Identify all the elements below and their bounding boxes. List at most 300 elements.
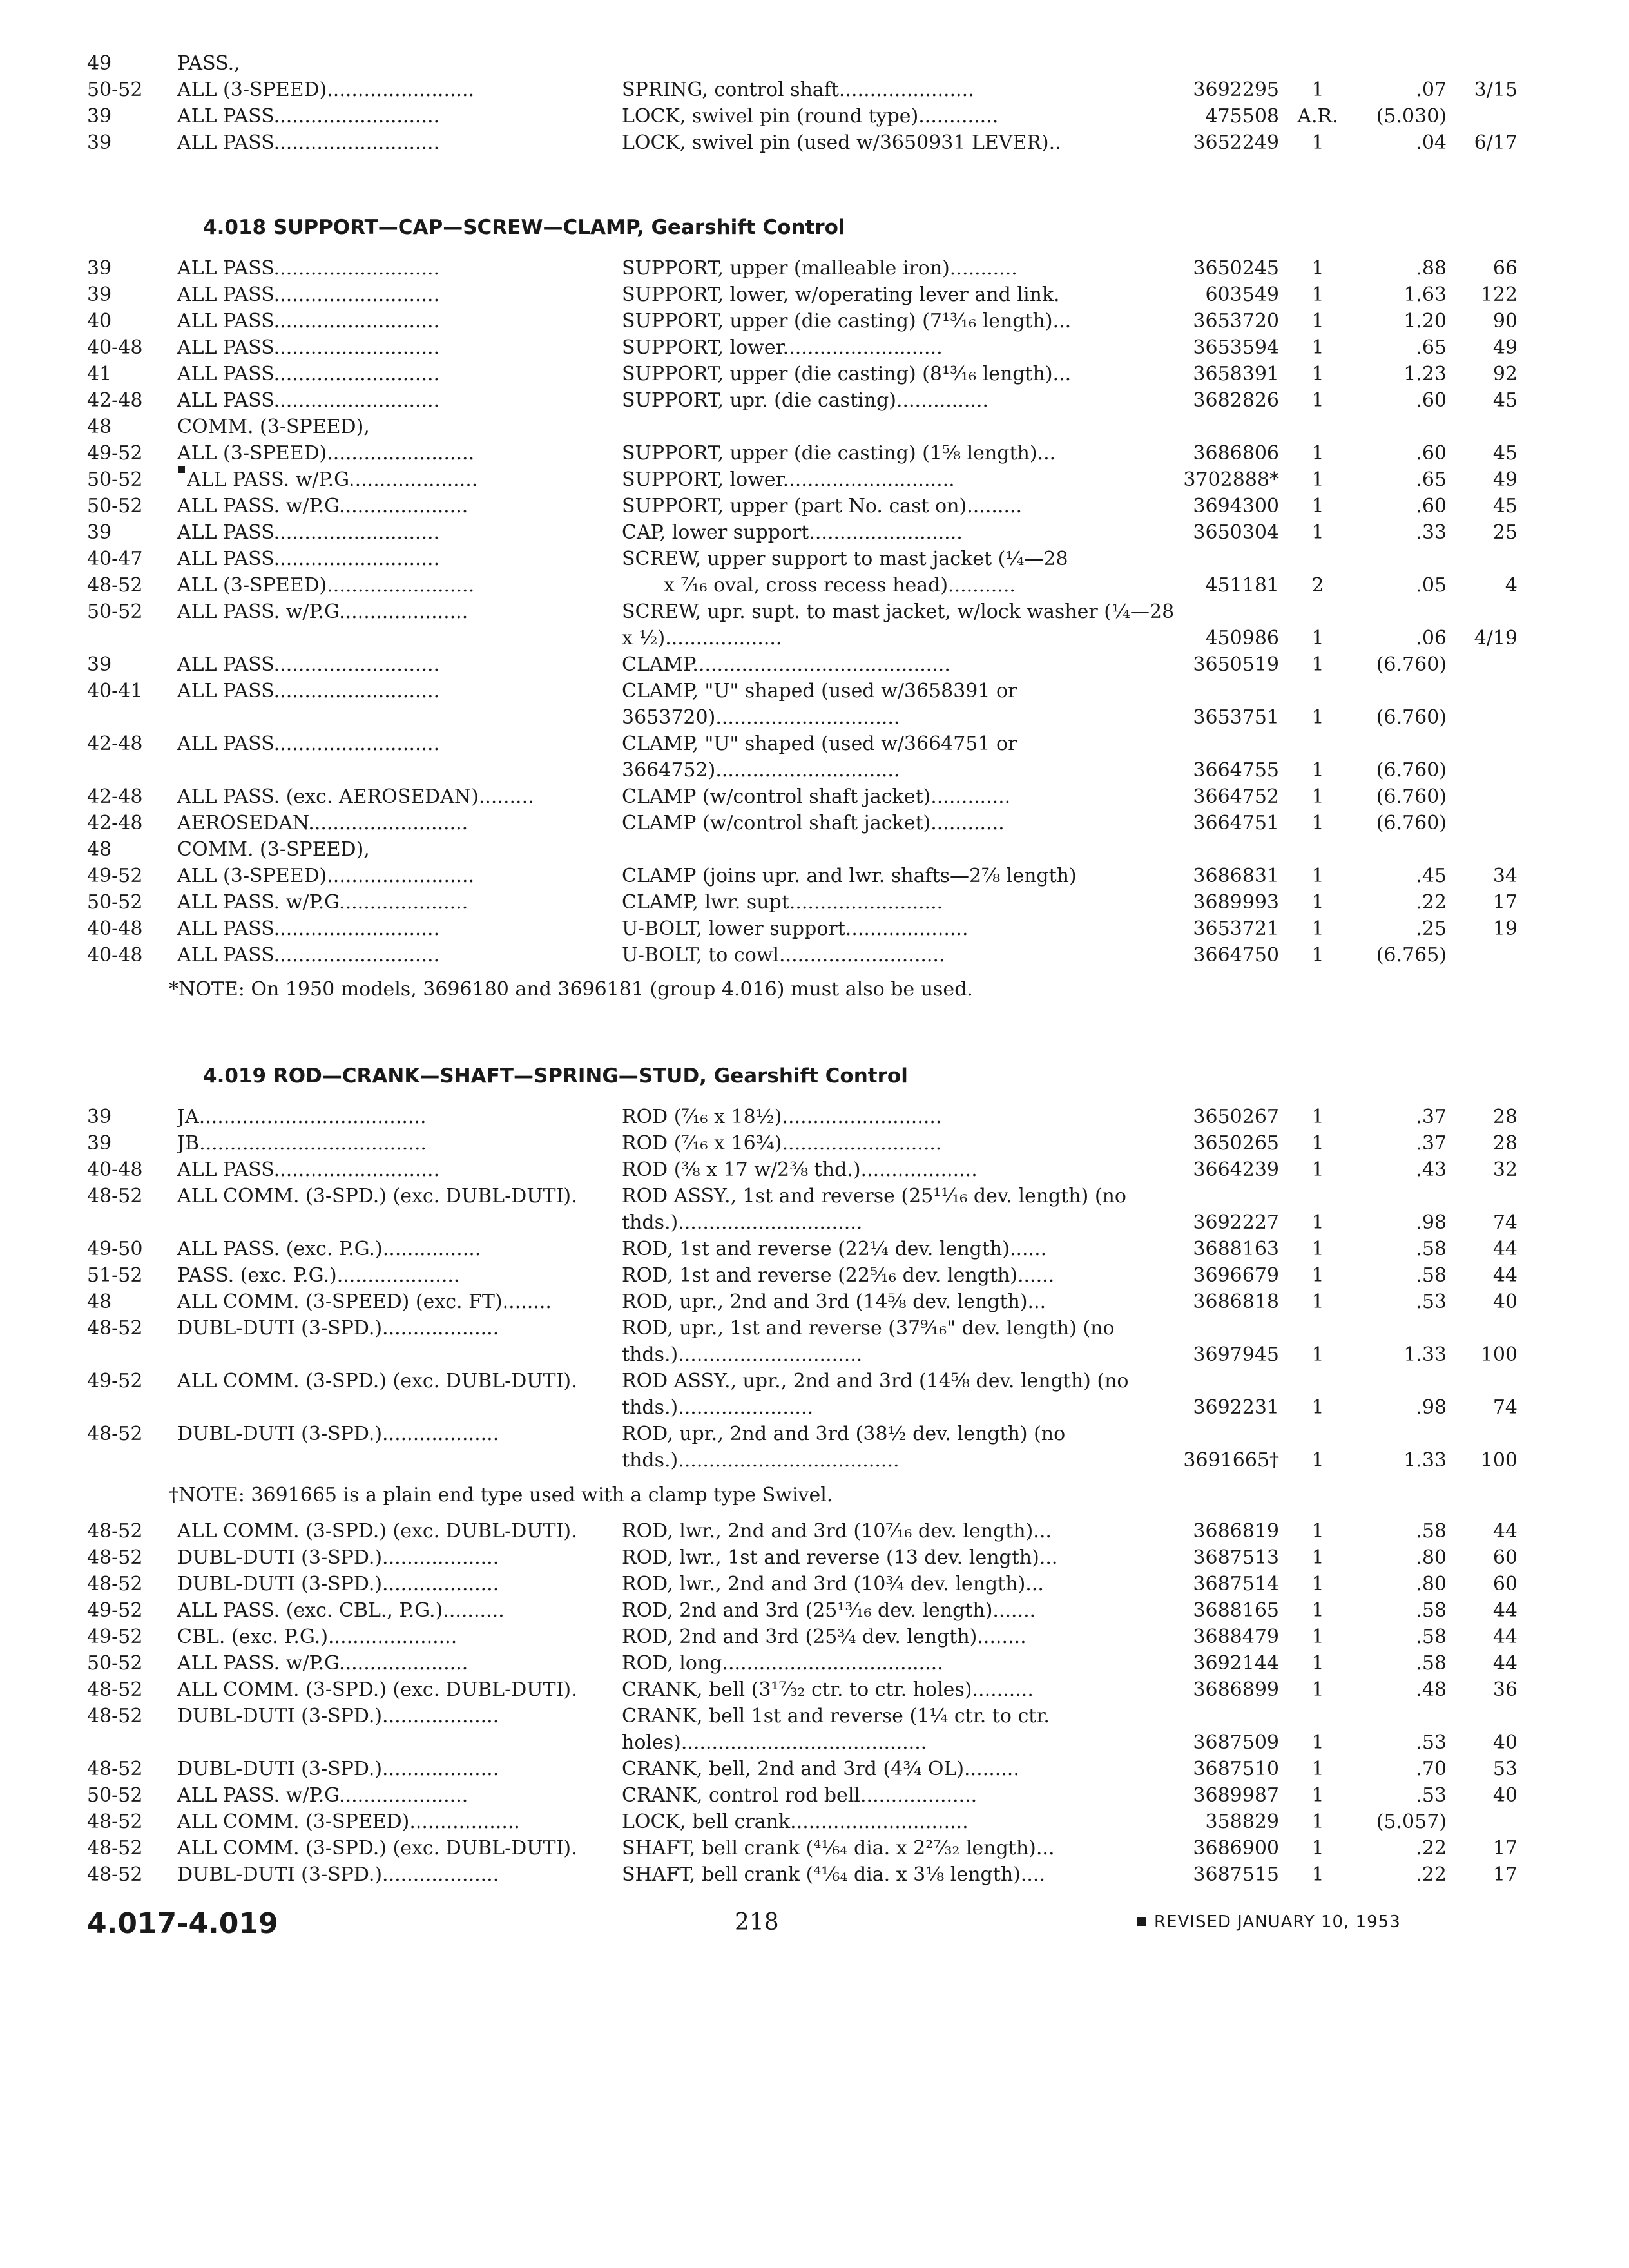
- quantity-cell: 1: [1311, 389, 1324, 412]
- price-cell: .58: [1416, 1264, 1447, 1287]
- model-cell: ALL PASS. (exc. CBL., P.G.)..........: [177, 1599, 505, 1622]
- table-row: [87, 1571, 1518, 1597]
- model-cell: ALL (3-SPEED)........................: [177, 865, 475, 887]
- quantity-cell: 1: [1311, 442, 1324, 465]
- model-cell: ALL COMM. (3-SPEED)..................: [177, 1811, 520, 1833]
- quantity-cell: 1: [1311, 1520, 1324, 1542]
- table-row: [87, 1624, 1518, 1650]
- price-cell: (5.057): [1376, 1811, 1447, 1833]
- list-price-cell: 40: [1492, 1784, 1518, 1807]
- model-cell: ALL (3-SPEED)........................: [177, 442, 475, 465]
- part-number-cell: 3696679: [1193, 1264, 1279, 1287]
- description-cell: CLAMP (w/control shaft jacket)............: [622, 812, 1005, 834]
- quantity-cell: 1: [1311, 944, 1324, 966]
- table-row: [87, 1835, 1518, 1861]
- year-cell: 39: [87, 284, 112, 306]
- description-cell: SUPPORT, upper (part No. cast on).........: [622, 495, 1023, 517]
- part-number-cell: 3664750: [1193, 944, 1279, 966]
- quantity-cell: 1: [1311, 79, 1324, 101]
- list-price-cell: 44: [1492, 1626, 1518, 1648]
- model-cell: ALL PASS...........................: [177, 521, 440, 544]
- description-cell: SUPPORT, upr. (die casting)...............: [622, 389, 988, 412]
- year-cell: 48-52: [87, 1423, 143, 1445]
- year-cell: 40-41: [87, 680, 143, 702]
- year-cell: 48: [87, 838, 112, 861]
- model-cell: AEROSEDAN..........................: [177, 812, 468, 834]
- description-cell: ROD ASSY., upr., 2nd and 3rd (14⅝ dev. length) (no thds.)......................: [622, 1370, 1129, 1419]
- part-number-cell: 3687515: [1193, 1863, 1279, 1886]
- price-cell: .06: [1416, 627, 1447, 649]
- table-row: [87, 308, 1518, 334]
- model-cell: DUBL-DUTI (3-SPD.)...................: [177, 1573, 499, 1595]
- model-cell: ALL PASS. w/P.G.....................: [177, 1784, 468, 1807]
- part-number-cell: 3702888*: [1183, 468, 1279, 491]
- price-cell: 1.20: [1403, 310, 1447, 332]
- model-cell: ALL COMM. (3-SPD.) (exc. DUBL-DUTI).: [177, 1678, 577, 1701]
- quantity-cell: 1: [1311, 918, 1324, 940]
- description-cell: ROD, 1st and reverse (22⁵⁄₁₆ dev. length)......: [622, 1264, 1055, 1287]
- price-cell: .48: [1416, 1678, 1447, 1701]
- price-cell: 1.33: [1403, 1343, 1447, 1366]
- part-number-cell: 3697945: [1193, 1343, 1279, 1366]
- year-cell: 39: [87, 653, 112, 676]
- list-price-cell: 17: [1492, 1863, 1518, 1886]
- quantity-cell: 2: [1311, 574, 1324, 597]
- quantity-cell: 1: [1311, 653, 1324, 676]
- part-number-cell: 3687513: [1193, 1546, 1279, 1569]
- table-row: [87, 1597, 1518, 1624]
- quantity-cell: 1: [1311, 257, 1324, 280]
- table-row: [87, 651, 1447, 678]
- quantity-cell: A.R.: [1297, 105, 1338, 128]
- model-cell: ALL PASS. w/P.G.....................: [177, 891, 468, 914]
- list-price-cell: 17: [1492, 1837, 1518, 1860]
- year-cell: 49: [87, 52, 112, 75]
- table-row: [87, 1809, 1447, 1835]
- list-price-cell: 66: [1492, 257, 1518, 280]
- year-cell: 51-52: [87, 1264, 143, 1287]
- quantity-cell: 1: [1311, 495, 1324, 517]
- part-number-cell: 3682826: [1193, 389, 1279, 412]
- model-cell: DUBL-DUTI (3-SPD.)...................: [177, 1317, 499, 1340]
- section-heading-4-018: 4.018 SUPPORT—CAP—SCREW—CLAMP, Gearshift Control: [203, 216, 845, 239]
- year-cell: 39: [87, 1132, 112, 1155]
- model-cell: ALL (3-SPEED)........................: [177, 79, 475, 101]
- quantity-cell: 1: [1311, 1811, 1324, 1833]
- price-cell: .07: [1416, 79, 1447, 101]
- table-row: [87, 1130, 1518, 1157]
- price-cell: .60: [1416, 389, 1447, 412]
- part-number-cell: 3692144: [1193, 1652, 1279, 1675]
- quantity-cell: 1: [1311, 706, 1324, 729]
- description-cell: x ⁷⁄₁₆ oval, cross recess head)...........: [664, 574, 1016, 597]
- quantity-cell: 1: [1311, 284, 1324, 306]
- price-cell: (6.765): [1376, 944, 1447, 966]
- description-cell: ROD (⅜ x 17 w/2⅜ thd.)...................: [622, 1158, 978, 1181]
- parts-list-4-017-continued: [87, 50, 1518, 156]
- model-cell: ALL PASS...........................: [177, 1158, 440, 1181]
- model-cell: PASS. (exc. P.G.)....................: [177, 1264, 460, 1287]
- table-row: [87, 255, 1518, 282]
- quantity-cell: 1: [1311, 1343, 1324, 1366]
- description-cell: ROD, lwr., 2nd and 3rd (10⁷⁄₁₆ dev. length)...: [622, 1520, 1052, 1542]
- price-cell: .60: [1416, 495, 1447, 517]
- quantity-cell: 1: [1311, 1106, 1324, 1128]
- model-cell: ALL PASS...........................: [177, 336, 440, 359]
- price-cell: (6.760): [1376, 653, 1447, 676]
- table-row: [87, 863, 1518, 889]
- model-cell: PASS.,: [177, 52, 240, 75]
- footnote-4-019: †NOTE: 3691665 is a plain end type used with a clamp type Swivel.: [169, 1484, 833, 1506]
- table-row: [87, 783, 1447, 810]
- model-cell: ALL COMM. (3-SPD.) (exc. DUBL-DUTI).: [177, 1837, 577, 1860]
- year-cell: 48-52: [87, 1546, 143, 1569]
- year-cell: 48-52: [87, 1837, 143, 1860]
- description-cell: CLAMP, lwr. supt.........................: [622, 891, 943, 914]
- table-row: [87, 334, 1518, 361]
- part-number-cell: 603549: [1205, 284, 1279, 306]
- table-row: [87, 1782, 1518, 1809]
- list-price-cell: 49: [1492, 336, 1518, 359]
- year-cell: 40-48: [87, 1158, 143, 1181]
- description-cell: LOCK, bell crank.............................: [622, 1811, 969, 1833]
- model-cell: ALL PASS...........................: [177, 680, 440, 702]
- quantity-cell: 1: [1311, 1652, 1324, 1675]
- revision-note: [1137, 1912, 1401, 1932]
- quantity-cell: 1: [1311, 1546, 1324, 1569]
- price-cell: .33: [1416, 521, 1447, 544]
- list-price-cell: 19: [1492, 918, 1518, 940]
- model-cell: ALL PASS...........................: [177, 284, 440, 306]
- table-row: [87, 77, 1518, 103]
- description-cell: ROD, 2nd and 3rd (25¹³⁄₁₆ dev. length).......: [622, 1599, 1036, 1622]
- list-price-cell: 74: [1492, 1211, 1518, 1234]
- quantity-cell: 1: [1311, 1678, 1324, 1701]
- description-cell: SUPPORT, lower, w/operating lever and link.: [622, 284, 1060, 306]
- model-cell: ALL PASS...........................: [177, 944, 440, 966]
- model-cell: ALL COMM. (3-SPEED) (exc. FT)........: [177, 1291, 552, 1313]
- part-number-cell: 3653721: [1193, 918, 1279, 940]
- quantity-cell: 1: [1311, 1758, 1324, 1780]
- table-row: [87, 1650, 1518, 1677]
- quantity-cell: 1: [1311, 1599, 1324, 1622]
- quantity-cell: 1: [1311, 1573, 1324, 1595]
- description-cell: CRANK, control rod bell...................: [622, 1784, 978, 1807]
- part-number-cell: 3650519: [1193, 653, 1279, 676]
- model-cell: ALL PASS. w/P.G.....................: [177, 495, 468, 517]
- quantity-cell: 1: [1311, 891, 1324, 914]
- list-price-cell: 6/17: [1474, 131, 1518, 154]
- description-cell: U-BOLT, to cowl...........................: [622, 944, 945, 966]
- description-cell: LOCK, swivel pin (round type).............: [622, 105, 999, 128]
- price-cell: (5.030): [1376, 105, 1447, 128]
- model-cell: ALL COMM. (3-SPD.) (exc. DUBL-DUTI).: [177, 1185, 577, 1207]
- list-price-cell: 74: [1492, 1396, 1518, 1419]
- table-row: [87, 889, 1518, 916]
- year-cell: 40-48: [87, 944, 143, 966]
- quantity-cell: 1: [1311, 468, 1324, 491]
- part-number-cell: 3652249: [1193, 131, 1279, 154]
- list-price-cell: 40: [1492, 1731, 1518, 1754]
- year-cell: 49-50: [87, 1238, 143, 1260]
- price-cell: .58: [1416, 1652, 1447, 1675]
- year-cell: 48-52: [87, 1758, 143, 1780]
- description-cell: CLAMP (w/control shaft jacket).............: [622, 785, 1011, 808]
- year-cell: 49-52: [87, 1626, 143, 1648]
- model-cell: ALL (3-SPEED)........................: [177, 574, 475, 597]
- part-number-cell: 3653751: [1193, 706, 1279, 729]
- description-cell: SUPPORT, lower..........................: [622, 336, 943, 359]
- model-cell: ALL PASS...........................: [177, 733, 440, 755]
- list-price-cell: 45: [1492, 442, 1518, 465]
- year-cell: 42-48: [87, 389, 143, 412]
- description-cell: U-BOLT, lower support....................: [622, 918, 969, 940]
- year-cell: 42-48: [87, 785, 143, 808]
- model-cell: ALL PASS...........................: [177, 548, 440, 570]
- description-cell: SUPPORT, upper (die casting) (1⅝ length)...: [622, 442, 1056, 465]
- table-row: [87, 572, 1518, 599]
- list-price-cell: 44: [1492, 1652, 1518, 1675]
- year-cell: 39: [87, 131, 112, 154]
- model-cell: DUBL-DUTI (3-SPD.)...................: [177, 1705, 499, 1727]
- quantity-cell: 1: [1311, 759, 1324, 782]
- list-price-cell: 3/15: [1474, 79, 1518, 101]
- list-price-cell: 45: [1492, 495, 1518, 517]
- footnote-4-018: *NOTE: On 1950 models, 3696180 and 3696181 (group 4.016) must also be used.: [169, 978, 973, 1001]
- part-number-cell: 3686900: [1193, 1837, 1279, 1860]
- quantity-cell: 1: [1311, 310, 1324, 332]
- year-cell: 48-52: [87, 1705, 143, 1727]
- list-price-cell: 32: [1492, 1158, 1518, 1181]
- year-cell: 48: [87, 416, 112, 438]
- table-row: [87, 440, 1518, 466]
- part-number-cell: 3664752: [1193, 785, 1279, 808]
- description-cell: CLAMP, "U" shaped (used w/3658391 or 3653720)..............................: [622, 680, 1017, 729]
- list-price-cell: 45: [1492, 389, 1518, 412]
- description-cell: ROD, upr., 2nd and 3rd (14⅝ dev. length)...: [622, 1291, 1046, 1313]
- part-number-cell: 3686831: [1193, 865, 1279, 887]
- list-price-cell: 44: [1492, 1599, 1518, 1622]
- description-cell: SCREW, upper support to mast jacket (¼—28: [622, 548, 1068, 570]
- model-cell: COMM. (3-SPEED),: [177, 838, 370, 861]
- year-cell: 50-52: [87, 495, 143, 517]
- part-number-cell: 3686806: [1193, 442, 1279, 465]
- table-row: [87, 810, 1447, 836]
- table-row: [87, 361, 1518, 387]
- table-row: [87, 1421, 1518, 1474]
- price-cell: .37: [1416, 1106, 1447, 1128]
- list-price-cell: 34: [1492, 865, 1518, 887]
- table-row: [87, 1544, 1518, 1571]
- year-cell: 48-52: [87, 1520, 143, 1542]
- model-cell: ALL PASS...........................: [177, 363, 440, 385]
- table-row: [87, 282, 1518, 308]
- list-price-cell: 100: [1480, 1343, 1518, 1366]
- model-cell: JB.....................................: [177, 1132, 427, 1155]
- price-cell: .80: [1416, 1573, 1447, 1595]
- price-cell: .98: [1416, 1396, 1447, 1419]
- price-cell: .22: [1416, 1863, 1447, 1886]
- price-cell: .88: [1416, 257, 1447, 280]
- part-number-cell: 3689987: [1193, 1784, 1279, 1807]
- price-cell: .98: [1416, 1211, 1447, 1234]
- list-price-cell: 25: [1492, 521, 1518, 544]
- year-cell: 50-52: [87, 601, 143, 623]
- table-row: [87, 546, 1434, 572]
- model-cell: ALL COMM. (3-SPD.) (exc. DUBL-DUTI).: [177, 1370, 577, 1392]
- year-cell: 41: [87, 363, 112, 385]
- quantity-cell: 1: [1311, 1863, 1324, 1886]
- list-price-cell: 90: [1492, 310, 1518, 332]
- description-cell: ROD (⁷⁄₁₆ x 16¾)..........................: [622, 1132, 942, 1155]
- model-cell: DUBL-DUTI (3-SPD.)...................: [177, 1758, 499, 1780]
- parts-list-4-019-rods: [87, 1104, 1518, 1474]
- table-row: [87, 1518, 1518, 1544]
- revision-date: REVISED JANUARY 10, 1953: [1154, 1912, 1401, 1932]
- price-cell: .53: [1416, 1784, 1447, 1807]
- year-cell: 39: [87, 105, 112, 128]
- price-cell: .70: [1416, 1758, 1447, 1780]
- quantity-cell: 1: [1311, 521, 1324, 544]
- price-cell: .80: [1416, 1546, 1447, 1569]
- description-cell: SUPPORT, upper (die casting) (8¹³⁄₁₆ length)...: [622, 363, 1072, 385]
- part-number-cell: 3691665†: [1183, 1449, 1279, 1472]
- table-row: [87, 1104, 1518, 1130]
- year-cell: 48-52: [87, 1317, 143, 1340]
- part-number-cell: 3686819: [1193, 1520, 1279, 1542]
- model-cell: ALL PASS...........................: [177, 131, 440, 154]
- price-cell: .58: [1416, 1238, 1447, 1260]
- year-cell: 40-48: [87, 918, 143, 940]
- description-cell: CLAMP..........................................: [622, 653, 950, 676]
- description-cell: SPRING, control shaft......................: [622, 79, 974, 101]
- quantity-cell: 1: [1311, 1449, 1324, 1472]
- part-number-cell: 3650245: [1193, 257, 1279, 280]
- table-row: [87, 50, 1434, 77]
- part-number-cell: 3664755: [1193, 759, 1279, 782]
- model-cell: DUBL-DUTI (3-SPD.)...................: [177, 1863, 499, 1886]
- table-row: [87, 130, 1518, 156]
- quantity-cell: 1: [1311, 812, 1324, 834]
- year-cell: 49-52: [87, 865, 143, 887]
- list-price-cell: 44: [1492, 1238, 1518, 1260]
- quantity-cell: 1: [1311, 1132, 1324, 1155]
- table-row: [87, 916, 1518, 942]
- description-cell: CRANK, bell (3¹⁷⁄₃₂ ctr. to ctr. holes)..........: [622, 1678, 1034, 1701]
- price-cell: (6.760): [1376, 812, 1447, 834]
- table-row: [87, 678, 1447, 731]
- list-price-cell: 17: [1492, 891, 1518, 914]
- quantity-cell: 1: [1311, 1211, 1324, 1234]
- year-cell: 48-52: [87, 574, 143, 597]
- description-cell: SUPPORT, upper (die casting) (7¹³⁄₁₆ length)...: [622, 310, 1072, 332]
- quantity-cell: 1: [1311, 627, 1324, 649]
- description-cell: CLAMP (joins upr. and lwr. shafts—2⅞ length): [622, 865, 1077, 887]
- quantity-cell: 1: [1311, 336, 1324, 359]
- list-price-cell: 4: [1505, 574, 1518, 597]
- model-cell: CBL. (exc. P.G.).....................: [177, 1626, 458, 1648]
- model-cell: ALL PASS. w/P.G.....................: [187, 468, 478, 491]
- price-cell: .58: [1416, 1520, 1447, 1542]
- description-cell: ROD, upr., 1st and reverse (37⁹⁄₁₆" dev. length) (no thds.)..............................: [622, 1317, 1115, 1366]
- table-row: [87, 1183, 1518, 1236]
- price-cell: .65: [1416, 336, 1447, 359]
- description-cell: ROD, lwr., 2nd and 3rd (10¾ dev. length)...: [622, 1573, 1044, 1595]
- parts-list-4-018: [87, 255, 1518, 968]
- table-row: [87, 1861, 1518, 1888]
- year-cell: 49-52: [87, 442, 143, 465]
- description-cell: CRANK, bell 1st and reverse (1¼ ctr. to ctr. holes)........................................: [622, 1705, 1050, 1754]
- list-price-cell: 40: [1492, 1291, 1518, 1313]
- part-number-cell: 3688163: [1193, 1238, 1279, 1260]
- model-cell: DUBL-DUTI (3-SPD.)...................: [177, 1546, 499, 1569]
- part-number-cell: 3664751: [1193, 812, 1279, 834]
- part-number-cell: 3664239: [1193, 1158, 1279, 1181]
- part-number-cell: 3692227: [1193, 1211, 1279, 1234]
- model-cell: ALL PASS. (exc. P.G.)................: [177, 1238, 481, 1260]
- table-row: [87, 1756, 1518, 1782]
- year-cell: 48: [87, 1291, 112, 1313]
- year-cell: 49-52: [87, 1370, 143, 1392]
- list-price-cell: 44: [1492, 1264, 1518, 1287]
- list-price-cell: 60: [1492, 1573, 1518, 1595]
- list-price-cell: 28: [1492, 1132, 1518, 1155]
- part-number-cell: 3650304: [1193, 521, 1279, 544]
- price-cell: .05: [1416, 574, 1447, 597]
- table-row: [87, 599, 1518, 651]
- part-number-cell: 3694300: [1193, 495, 1279, 517]
- quantity-cell: 1: [1311, 865, 1324, 887]
- year-cell: 48-52: [87, 1573, 143, 1595]
- table-row: [87, 1262, 1518, 1289]
- table-row: [87, 414, 1434, 440]
- year-cell: 50-52: [87, 468, 143, 491]
- description-cell: ROD (⁷⁄₁₆ x 18½)..........................: [622, 1106, 942, 1128]
- table-row: [87, 466, 1518, 493]
- description-cell: CRANK, bell, 2nd and 3rd (4¾ OL).........: [622, 1758, 1019, 1780]
- price-cell: .22: [1416, 1837, 1447, 1860]
- description-cell: ROD, long....................................: [622, 1652, 943, 1675]
- table-row: [87, 836, 1434, 863]
- part-number-cell: 3653594: [1193, 336, 1279, 359]
- quantity-cell: 1: [1311, 1837, 1324, 1860]
- part-number-cell: 3653720: [1193, 310, 1279, 332]
- quantity-cell: 1: [1311, 785, 1324, 808]
- model-cell: ALL PASS. w/P.G.....................: [177, 1652, 468, 1675]
- part-number-cell: 3650267: [1193, 1106, 1279, 1128]
- model-cell: ALL PASS. w/P.G.....................: [177, 601, 468, 623]
- model-cell: COMM. (3-SPEED),: [177, 416, 370, 438]
- description-cell: ROD, upr., 2nd and 3rd (38½ dev. length) (no thds.)....................................: [622, 1423, 1066, 1472]
- table-row: [87, 519, 1518, 546]
- price-cell: .58: [1416, 1626, 1447, 1648]
- price-cell: .45: [1416, 865, 1447, 887]
- table-row: [87, 1315, 1518, 1368]
- description-cell: SUPPORT, lower............................: [622, 468, 955, 491]
- part-number-cell: 3692231: [1193, 1396, 1279, 1419]
- year-cell: 48-52: [87, 1678, 143, 1701]
- part-number-cell: 3687509: [1193, 1731, 1279, 1754]
- description-cell: CAP, lower support.........................: [622, 521, 963, 544]
- model-cell: ALL PASS...........................: [177, 257, 440, 280]
- model-cell: ALL PASS...........................: [177, 389, 440, 412]
- part-number-cell: 3687510: [1193, 1758, 1279, 1780]
- quantity-cell: 1: [1311, 1238, 1324, 1260]
- price-cell: (6.760): [1376, 785, 1447, 808]
- price-cell: 1.63: [1403, 284, 1447, 306]
- description-cell: SHAFT, bell crank (⁴¹⁄₆₄ dia. x 2²⁷⁄₃₂ length)...: [622, 1837, 1055, 1860]
- quantity-cell: 1: [1311, 131, 1324, 154]
